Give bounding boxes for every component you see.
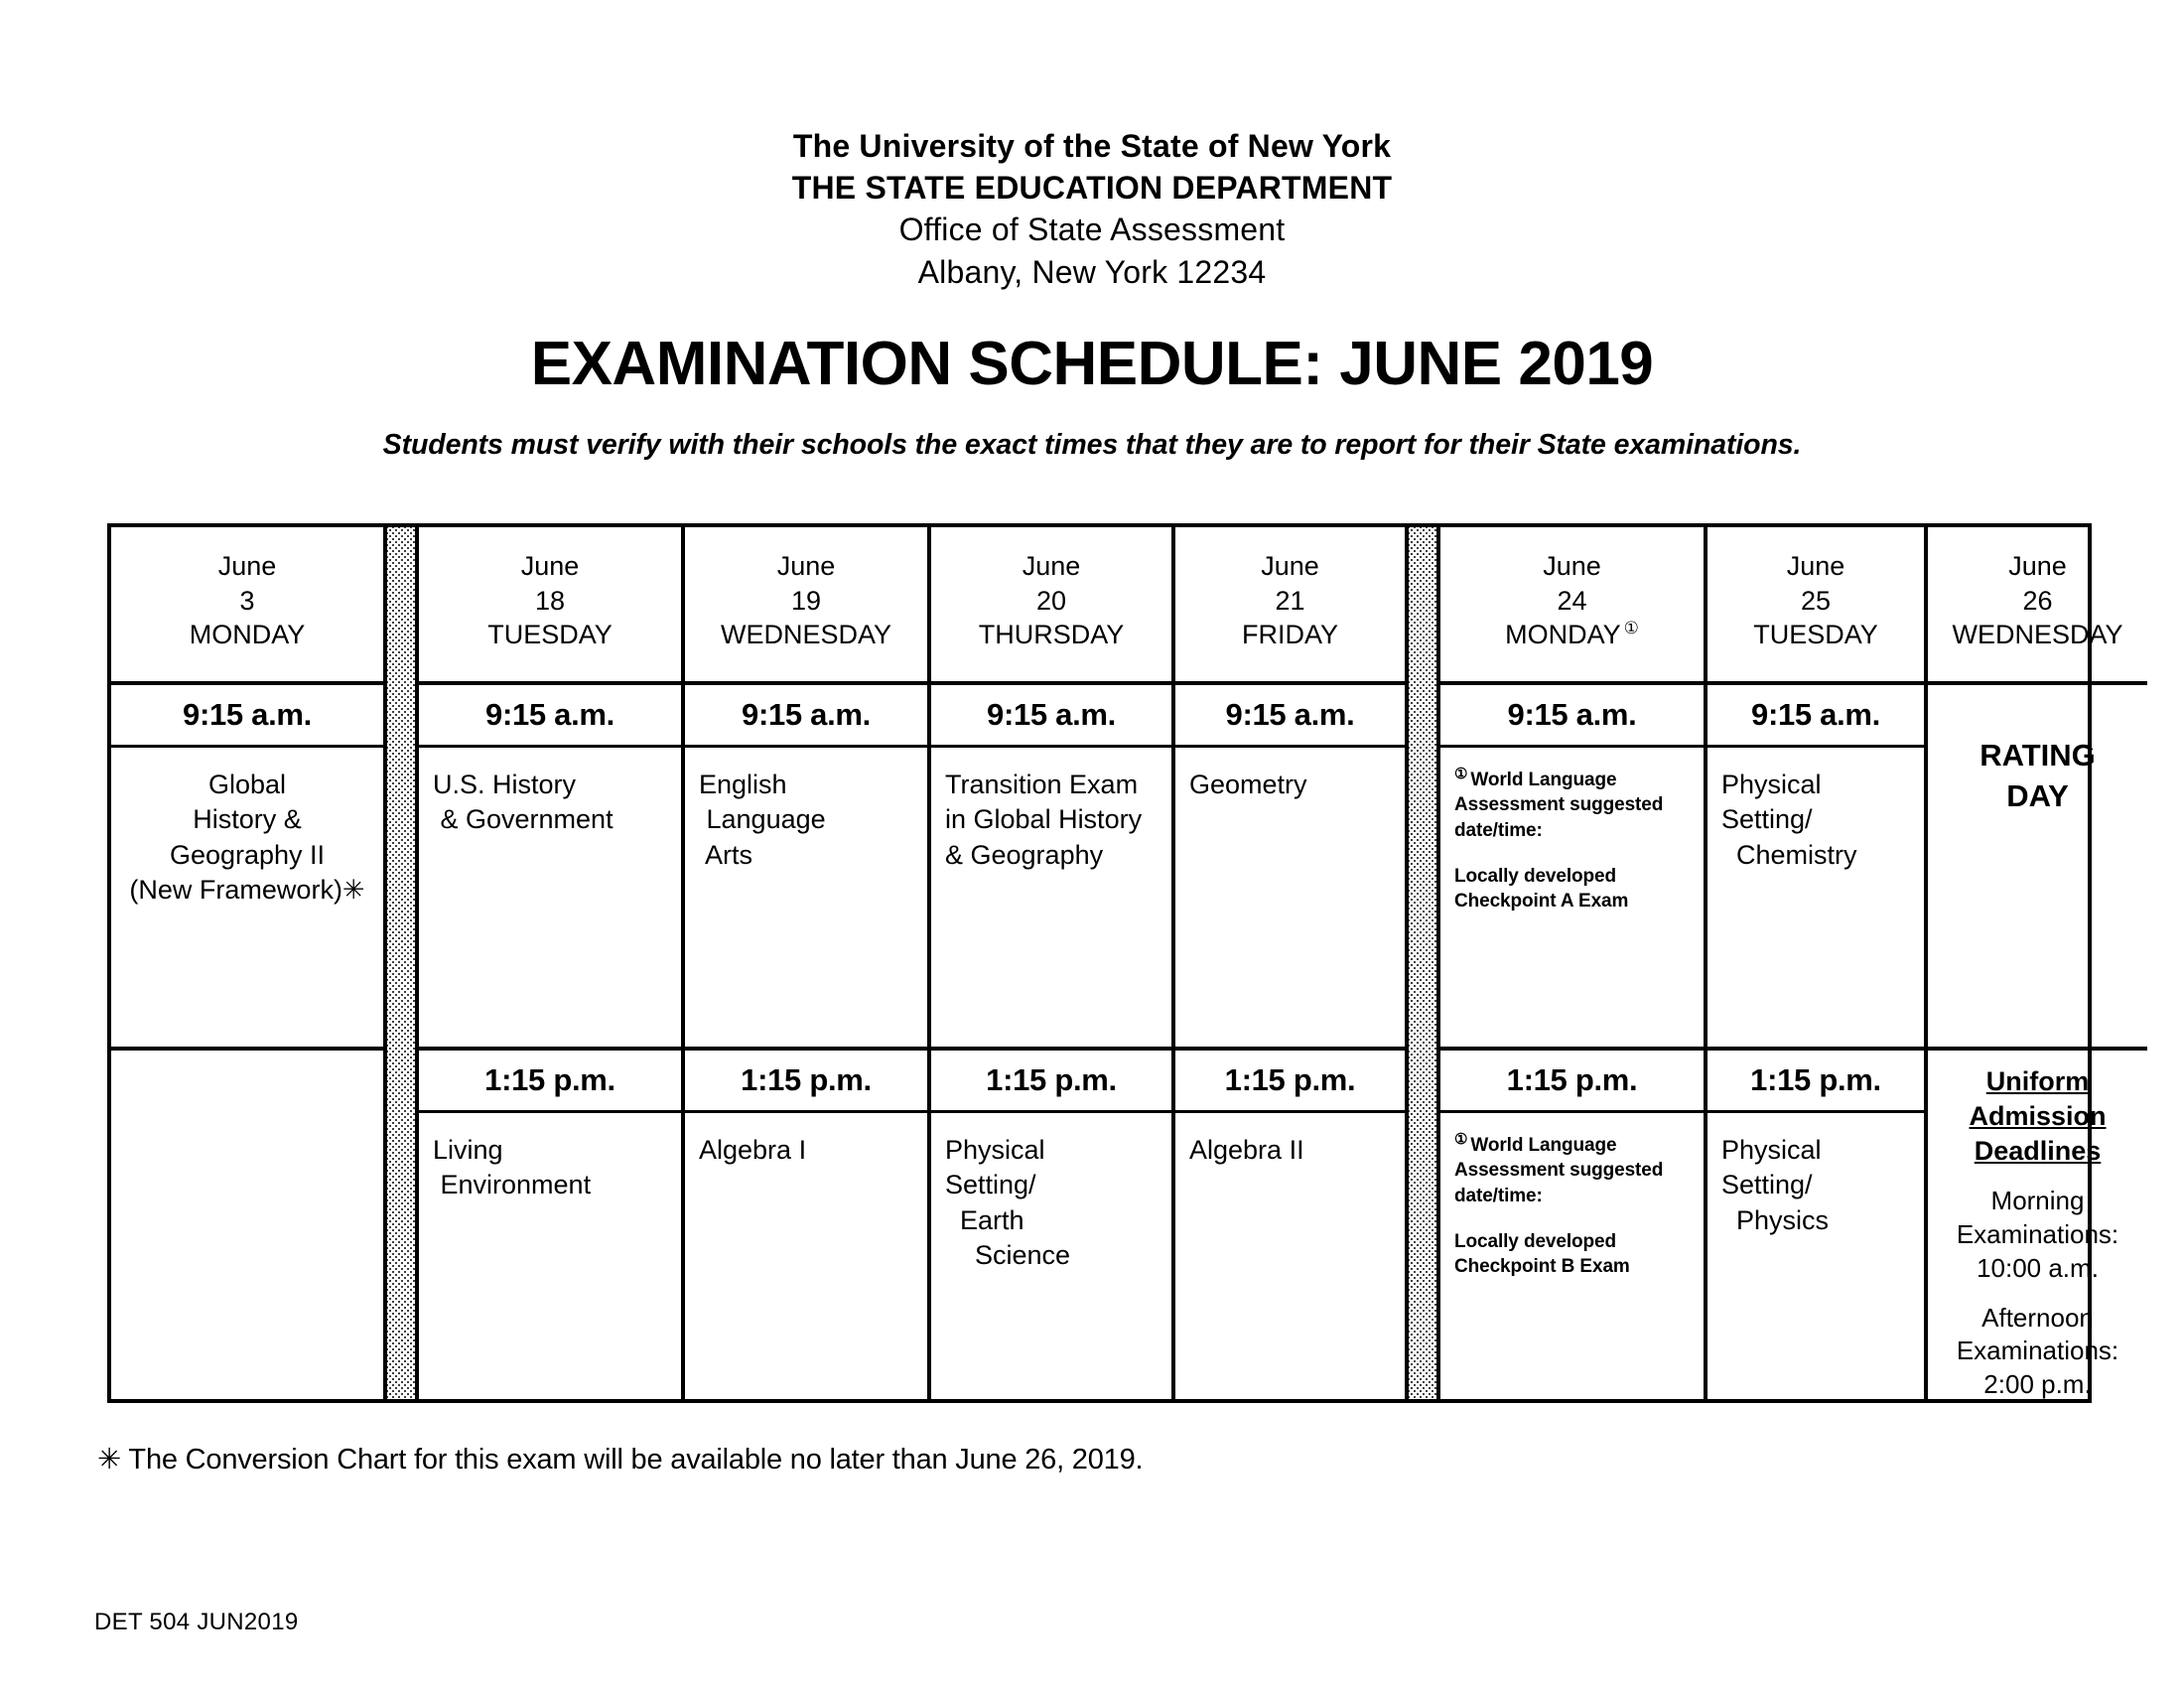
header-day-number: 21 — [1275, 585, 1305, 616]
pm-exam-jun20 — [931, 1113, 1171, 1399]
header-month: June — [1261, 551, 1319, 581]
exam-name-line-2: History & — [193, 804, 302, 835]
exam-name-line-1: Algebra II — [1189, 1135, 1304, 1165]
footnote-marker-circle-one-icon: ① — [1454, 1130, 1468, 1148]
header-day-number: 18 — [534, 585, 566, 616]
header-month: June — [217, 551, 277, 581]
am-time-jun19: 9:15 a.m. — [685, 685, 927, 748]
masthead — [0, 0, 2184, 293]
day-column-jun24 — [1440, 527, 1704, 1399]
am-exam-jun3 — [111, 748, 383, 1051]
checkpoint-line-2: Checkpoint B Exam — [1454, 1256, 1630, 1278]
note-spacer — [1454, 843, 1690, 864]
exam-name-line-1: Global — [207, 770, 287, 799]
day-header-jun25 — [1707, 527, 1924, 685]
page-title: EXAMINATION SCHEDULE: JUNE 2019 — [530, 329, 1654, 398]
exam-name-line-4: Science — [945, 1240, 1071, 1271]
column-separator — [1405, 527, 1440, 1399]
deadlines-title-line-3: Deadlines — [1974, 1136, 2102, 1167]
world-language-line-2: Assessment suggested — [1454, 1160, 1664, 1182]
empty-cell-jun3-afternoon — [111, 1051, 383, 1399]
header-day-number: 24 — [1557, 585, 1587, 616]
am-time-jun21: 9:15 a.m. — [1175, 685, 1405, 748]
exam-name-line-3: Earth — [945, 1204, 1024, 1235]
day-column-jun25 — [1704, 527, 1924, 1399]
am-time-jun3: 9:15 a.m. — [111, 685, 383, 748]
exam-name-line-2: Setting/ — [1721, 1170, 1813, 1200]
schedule-grid — [107, 523, 2123, 1403]
header-weekday: FRIDAY — [1241, 620, 1338, 650]
world-language-line-2: Assessment suggested — [1454, 794, 1664, 816]
am-exam-jun18 — [419, 748, 681, 1051]
header-month: June — [1022, 551, 1081, 581]
checkpoint-line-1: Locally developed — [1454, 865, 1617, 887]
am-time-jun20: 9:15 a.m. — [931, 685, 1171, 748]
deadlines-title-line-2: Admission — [1969, 1101, 2107, 1132]
deadline-afternoon-line-1: Afternoon — [1981, 1302, 2094, 1333]
exam-name-line-2: Language — [699, 804, 826, 835]
masthead-address: Albany, New York 12234 — [917, 253, 1267, 290]
checkpoint-line-2: Checkpoint A Exam — [1454, 891, 1629, 913]
exam-name-line-3: Chemistry — [1721, 839, 1857, 870]
exam-name-line-1: Transition Exam — [945, 770, 1139, 799]
masthead-office: Office of State Assessment — [898, 211, 1286, 248]
header-weekday: TUESDAY — [487, 620, 613, 650]
world-language-line-1: ① World Language — [1454, 765, 1617, 790]
am-exam-jun24 — [1440, 748, 1704, 1051]
masthead-department: THE STATE EDUCATION DEPARTMENT — [791, 170, 1393, 207]
am-time-jun25: 9:15 a.m. — [1707, 685, 1924, 748]
deadline-morning-line-1: Morning — [1990, 1186, 2085, 1216]
deadline-afternoon-line-2: Examinations: — [1956, 1336, 2119, 1366]
exam-name-line-1: Physical — [945, 1135, 1045, 1165]
header-weekday: THURSDAY — [978, 620, 1125, 650]
exam-name-line-1: Geometry — [1189, 770, 1307, 799]
day-column-jun19 — [681, 527, 927, 1399]
footnote-marker-circle-one-icon: ① — [1454, 765, 1468, 782]
exam-name-line-3: & Geography — [945, 839, 1104, 870]
rating-day-cell — [1928, 527, 2147, 1051]
header-weekday: MONDAY — [189, 620, 306, 650]
exam-name-line-3: Geography II — [169, 839, 326, 870]
day-header-jun20 — [931, 527, 1171, 685]
deadlines-title — [1938, 1064, 2137, 1169]
am-time-jun18: 9:15 a.m. — [419, 685, 681, 748]
exam-name-line-2: in Global History — [945, 804, 1143, 835]
day-column-jun20 — [927, 527, 1171, 1399]
pm-exam-jun25 — [1707, 1113, 1924, 1399]
deadline-afternoon-line-3: 2:00 p.m. — [1983, 1369, 2092, 1399]
day-header-jun3 — [111, 527, 383, 685]
day-header-jun24 — [1440, 527, 1704, 685]
exam-name-line-4: (New Framework)✳ — [129, 875, 365, 906]
exam-name-line-2: & Government — [433, 804, 614, 835]
exam-schedule-table — [107, 523, 2123, 1403]
column-separator — [383, 527, 419, 1399]
am-time-jun24: 9:15 a.m. — [1440, 685, 1704, 748]
pm-time-jun25: 1:15 p.m. — [1707, 1051, 1924, 1113]
header-weekday: MONDAY ① — [1505, 619, 1639, 650]
exam-name-line-1: U.S. History — [433, 770, 577, 799]
exam-name-line-1: English — [699, 770, 787, 799]
conversion-chart-footnote: ✳ The Conversion Chart for this exam will be available no later than June 26, 2019. — [97, 1444, 1144, 1476]
header-weekday: TUESDAY — [1753, 620, 1878, 650]
header-month: June — [1786, 551, 1845, 581]
pm-exam-jun24 — [1440, 1113, 1704, 1399]
exam-name-line-2: Setting/ — [1721, 804, 1813, 835]
header-weekday: WEDNESDAY — [1952, 620, 2123, 650]
uniform-admission-deadlines-cell — [1928, 1051, 2147, 1399]
world-language-line-1: ① World Language — [1454, 1130, 1617, 1156]
world-language-line-3: date/time: — [1454, 1185, 1543, 1206]
world-language-note — [1454, 1130, 1690, 1279]
pm-exam-jun18 — [419, 1113, 681, 1399]
note-spacer — [1454, 1208, 1690, 1229]
am-exam-jun21 — [1175, 748, 1405, 1051]
page-subtitle: Students must verify with their schools the exact times that they are to report for their State examinations. — [382, 428, 1802, 461]
pm-time-jun24: 1:15 p.m. — [1440, 1051, 1704, 1113]
day-header-jun18 — [419, 527, 681, 685]
footnote-marker-circle-one-icon: ① — [1623, 619, 1639, 638]
header-day-number: 3 — [239, 585, 255, 616]
exam-name-line-2: Setting/ — [945, 1170, 1036, 1200]
am-exam-jun19 — [685, 748, 927, 1051]
masthead-university: The University of the State of New York — [792, 128, 1392, 164]
deadline-afternoon — [1938, 1302, 2137, 1399]
pm-exam-jun19 — [685, 1113, 927, 1399]
am-exam-jun25 — [1707, 748, 1924, 1051]
day-column-jun26 — [1924, 527, 2147, 1399]
rating-day-line-1: RATING — [1979, 738, 2096, 774]
am-exam-jun20 — [931, 748, 1171, 1051]
exam-name-line-1: Algebra I — [699, 1135, 807, 1165]
header-day-number: 26 — [2022, 585, 2053, 616]
exam-name-line-1: Physical — [1721, 1135, 1822, 1165]
exam-name-line-3: Physics — [1721, 1204, 1830, 1235]
header-month: June — [2008, 551, 2067, 581]
header-month: June — [520, 551, 580, 581]
exam-name-line-3: Arts — [699, 839, 753, 870]
deadlines-title-line-1: Uniform — [1985, 1066, 2090, 1096]
header-month: June — [1543, 551, 1601, 581]
deadline-morning-line-3: 10:00 a.m. — [1977, 1252, 2099, 1283]
document-code: DET 504 JUN2019 — [94, 1609, 299, 1635]
exam-name-line-2: Environment — [433, 1170, 592, 1200]
pm-time-jun21: 1:15 p.m. — [1175, 1051, 1405, 1113]
pm-time-jun19: 1:15 p.m. — [685, 1051, 927, 1113]
pm-time-jun18: 1:15 p.m. — [419, 1051, 681, 1113]
world-language-line-3: date/time: — [1454, 819, 1543, 841]
pm-time-jun20: 1:15 p.m. — [931, 1051, 1171, 1113]
header-weekday: WEDNESDAY — [720, 620, 892, 650]
header-month: June — [776, 551, 836, 581]
deadline-morning — [1938, 1185, 2137, 1285]
header-day-number: 25 — [1800, 585, 1832, 616]
deadline-morning-line-2: Examinations: — [1956, 1219, 2119, 1250]
checkpoint-line-1: Locally developed — [1454, 1230, 1617, 1252]
header-day-number: 19 — [790, 585, 822, 616]
pm-exam-jun21 — [1175, 1113, 1405, 1399]
exam-name-line-1: Living — [433, 1135, 503, 1165]
day-column-jun18 — [419, 527, 681, 1399]
exam-name-line-1: Physical — [1721, 770, 1822, 799]
day-header-jun19 — [685, 527, 927, 685]
day-header-jun21 — [1175, 527, 1405, 685]
rating-day-line-2: DAY — [2006, 777, 2069, 813]
world-language-note — [1454, 765, 1690, 914]
header-day-number: 20 — [1035, 585, 1067, 616]
day-column-jun21 — [1171, 527, 1405, 1399]
